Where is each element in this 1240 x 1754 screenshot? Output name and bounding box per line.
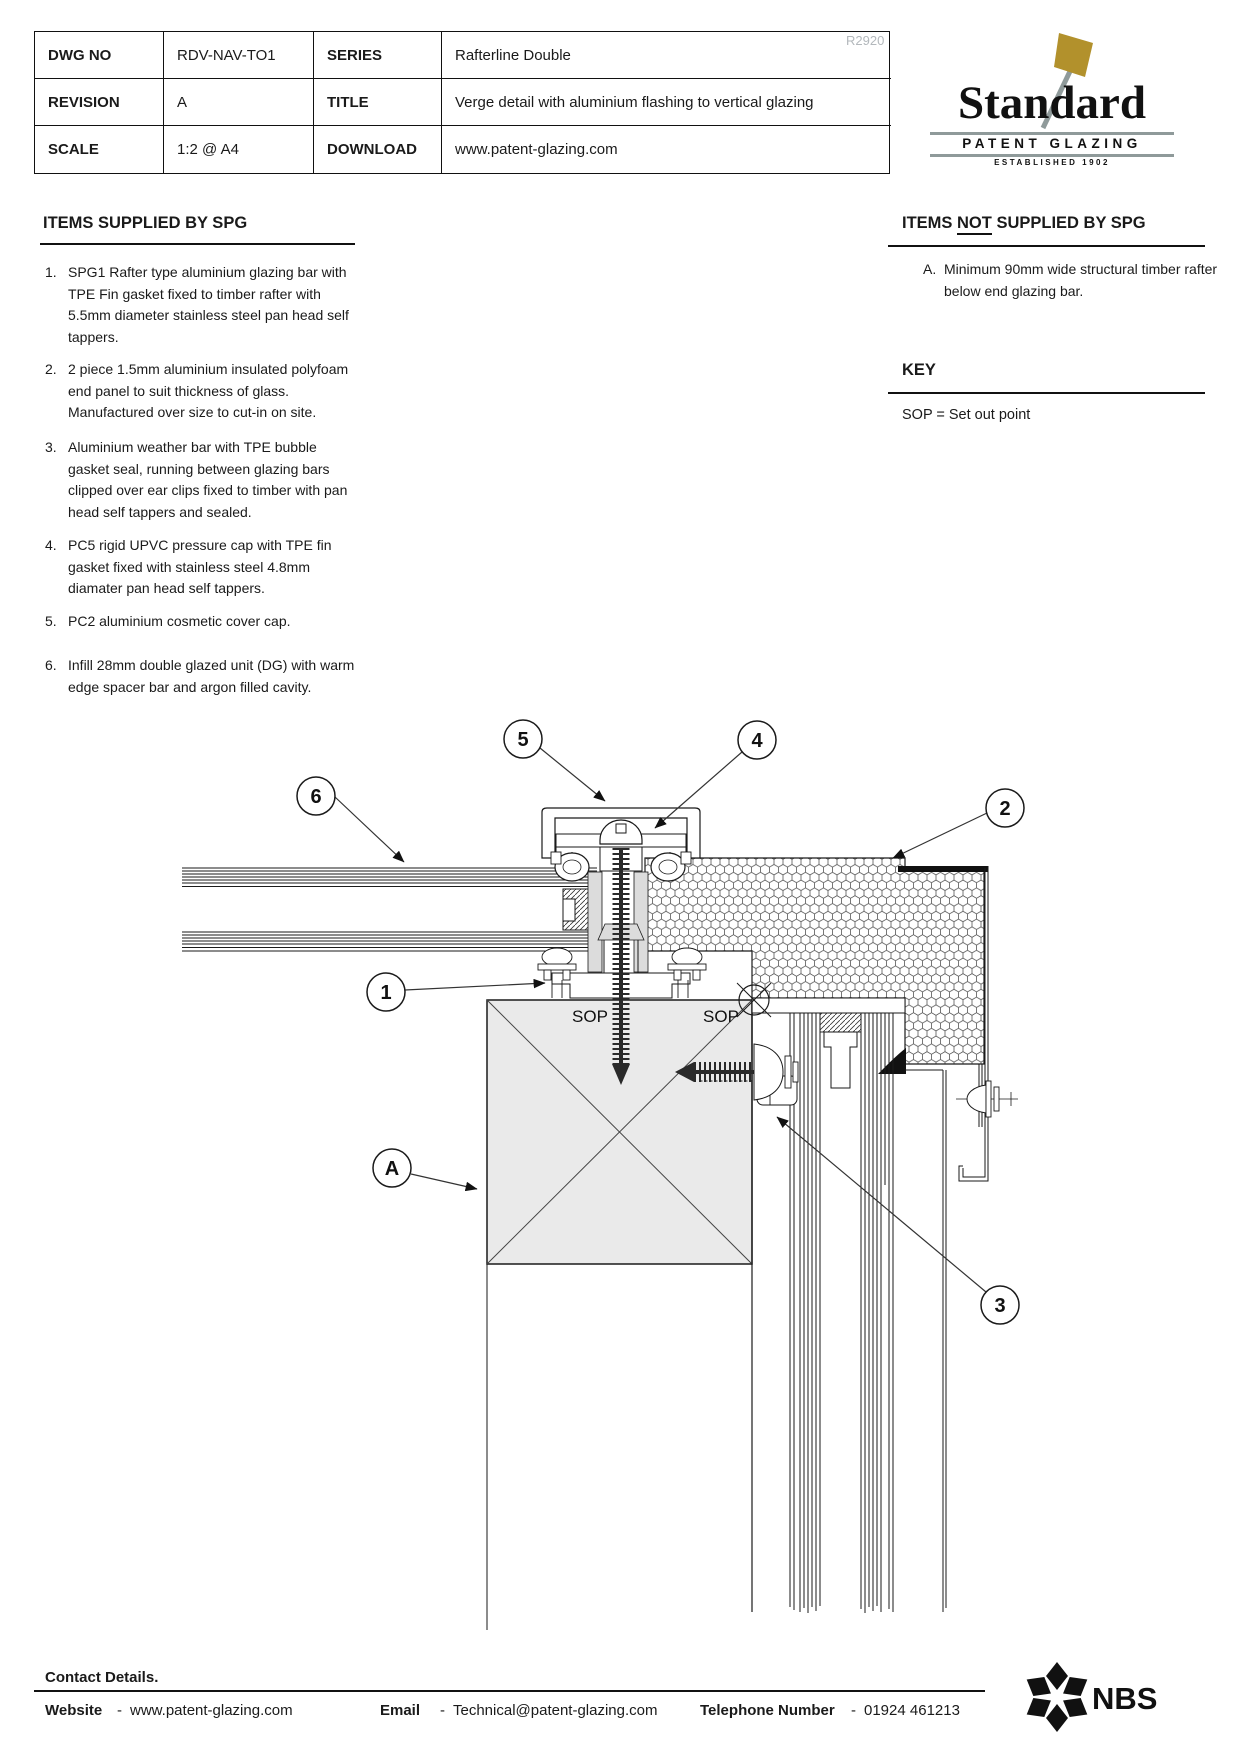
sop-label-left: SOP (572, 1007, 608, 1026)
gasket-seal (820, 1013, 861, 1032)
svg-text:6: 6 (310, 786, 322, 808)
item-number: 5. (45, 613, 57, 629)
item-text: Infill 28mm double glazed unit (DG) with warm edge spacer bar and argon filled cavity. (68, 657, 355, 695)
item-number: 1. (45, 264, 57, 280)
phone-label: Telephone Number (700, 1702, 835, 1719)
key-text: SOP = Set out point (902, 407, 1031, 423)
item-number: 3. (45, 439, 57, 455)
contact-details-heading: Contact Details. (45, 1669, 159, 1686)
scale-label: SCALE (35, 126, 164, 173)
item-number: 2. (45, 361, 57, 377)
item-text: PC5 rigid UPVC pressure cap with TPE fin gasket fixed with stainless steel 4.8mm diamater pan head self tappers. (68, 537, 332, 596)
callout-4 (738, 721, 776, 759)
phone-value: 01924 461213 (864, 1702, 960, 1719)
website-value: www.patent-glazing.com (130, 1702, 293, 1719)
download-value: www.patent-glazing.com (455, 141, 618, 158)
item-number: A. (923, 261, 937, 277)
svg-text:3: 3 (994, 1295, 1006, 1317)
website-label: Website (45, 1702, 103, 1719)
dwg-no-value: RDV-NAV-TO1 (164, 32, 314, 79)
item-number: 4. (45, 537, 57, 553)
logo-established: ESTABLISHED 1902 (994, 158, 1110, 167)
email-label: Email (380, 1702, 421, 1719)
logo-wordmark: Standard (957, 77, 1147, 129)
heading-not: NOT (957, 214, 992, 235)
vertical-screw (612, 848, 630, 1085)
separator: - (117, 1702, 122, 1719)
callout-A (373, 1149, 411, 1187)
horizontal-dgu (182, 868, 597, 951)
callout-3 (981, 1286, 1019, 1324)
separator: - (440, 1702, 445, 1719)
title-label: TITLE (314, 79, 442, 126)
revision-value: A (164, 79, 314, 126)
separator: - (851, 1702, 856, 1719)
timber-rafter (487, 1000, 752, 1630)
email-value: Technical@patent-glazing.com (453, 1702, 658, 1719)
callout-6 (297, 777, 335, 815)
item-text: 2 piece 1.5mm aluminium insulated polyfoam end panel to suit thickness of glass. Manufactured over size to cut-in on site. (68, 361, 349, 420)
title-value: Verge detail with aluminium flashing to vertical glazing (442, 79, 891, 126)
footer-rule (34, 1690, 985, 1692)
svg-text:5: 5 (517, 729, 529, 751)
svg-text:1: 1 (380, 982, 392, 1004)
nbs-text: NBS (1092, 1681, 1158, 1716)
series-label: SERIES (314, 32, 442, 79)
callout-5 (504, 720, 542, 758)
svg-text:A: A (384, 1158, 400, 1180)
logo-subtitle: PATENT GLAZING (962, 136, 1142, 151)
heading-post: SUPPLIED BY SPG (991, 214, 1146, 232)
series-value: Rafterline Double (442, 32, 891, 79)
item-text: SPG1 Rafter type aluminium glazing bar with TPE Fin gasket fixed to timber rafter with 5.5mm diameter stainless steel pan head self tappers. (68, 264, 349, 345)
download-label: DOWNLOAD (314, 126, 442, 173)
drawing-ref: R2920 (846, 33, 885, 48)
nbs-flower-icon (1022, 1662, 1093, 1732)
item-text: PC2 aluminium cosmetic cover cap. (68, 613, 291, 629)
svg-text:4: 4 (751, 730, 763, 752)
scale-value: 1:2 @ A4 (164, 126, 314, 173)
seal-black (878, 1048, 906, 1074)
callout-1 (367, 973, 405, 1011)
revision-label: REVISION (35, 79, 164, 126)
sop-label-right: SOP (703, 1007, 739, 1026)
dwg-no-label: DWG NO (35, 32, 164, 79)
item-text: Minimum 90mm wide structural timber rafter below end glazing bar. (944, 261, 1218, 299)
item-number: 6. (45, 657, 57, 673)
item-text: Aluminium weather bar with TPE bubble gasket seal, running between glazing bars clipped over ear clips fixed to timber with pan head self tappers and sealed. (68, 439, 348, 520)
callout-2 (986, 789, 1024, 827)
supplied-heading: ITEMS SUPPLIED BY SPG (43, 214, 248, 232)
svg-text:2: 2 (999, 798, 1011, 820)
heading-pre: ITEMS (902, 214, 958, 232)
fixing-bolt (956, 1081, 1018, 1117)
nbs-logo (1022, 1658, 1182, 1738)
key-heading: KEY (902, 361, 936, 379)
